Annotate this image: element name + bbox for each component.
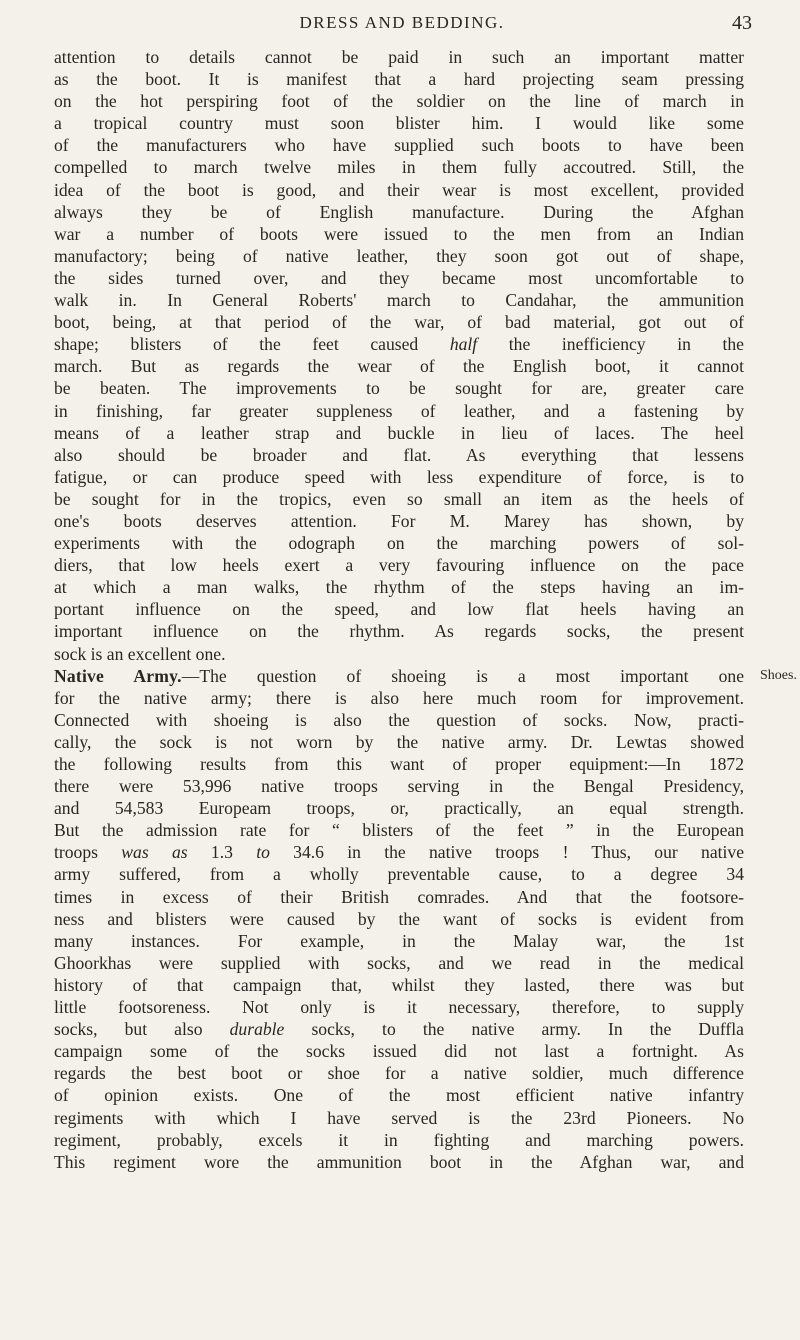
italic-phrase: half [449,334,478,355]
text-line: the sides turned over, and they became most uncomfortable to [54,267,744,288]
text-line: army suffered, from a wholly preventable cause, to a degree 34 [54,864,744,885]
text-line: diers, that low heels exert a very favouring influence on the pace [54,555,744,576]
text-line: be sought for in the tropics, even so small an item as the heels of [54,488,744,509]
text-line: This regiment wore the ammunition boot in the Afghan war, and [54,1151,744,1172]
text-line: portant influence on the speed, and low flat heels having an [54,599,744,620]
text-line: in finishing, far greater suppleness of leather, and a fastening by [54,400,744,421]
text-line: little footsoreness. Not only is it necessary, therefore, to supply [54,997,744,1018]
text-line: regiments with which I have served is the 23rd Pioneers. No [54,1107,744,1128]
margin-note-shoes: Shoes. [760,668,797,683]
text-line: means of a leather strap and buckle in lieu of laces. The heel [54,422,744,443]
text-line: regiment, probably, excels it in fighting and marching powers. [54,1129,744,1150]
text-line: cally, the sock is not worn by the native army. Dr. Lewtas showed [54,731,744,752]
body-text [54,46,744,1173]
text-line: sock is an excellent one. [54,643,226,664]
text-line: socks, but also durable socks, to the native army. In the Duffla [54,1019,744,1040]
section-heading: Native Army. [54,665,182,686]
text-line: Ghoorkhas were supplied with socks, and we read in the medical [54,952,744,973]
text-line: be beaten. The improvements to be sought for are, greater care [54,378,744,399]
text-line: a tropical country must soon blister him. I would like some [54,113,744,134]
text-line: walk in. In General Roberts' march to Candahar, the ammunition [54,290,744,311]
text-line: Connected with shoeing is also the question of socks. Now, practi- [54,709,744,730]
text-line: compelled to march twelve miles in them fully accoutred. Still, the [54,157,744,178]
text-line: important influence on the rhythm. As regards socks, the present [54,621,744,642]
text-line: for the native army; there is also here much room for improvement. [54,687,744,708]
page-number: 43 [732,12,752,34]
text-line: experiments with the odograph on the marching powers of sol- [54,533,744,554]
text-line: and 54,583 Europeam troops, or, practically, an equal strength. [54,798,744,819]
text-line: of the manufacturers who have supplied such boots to have been [54,135,744,156]
text-line: But the admission rate for “ blisters of the feet ” in the European [54,820,744,841]
text-line: history of that campaign that, whilst they lasted, there was but [54,974,744,995]
running-head [52,11,752,35]
text-line: also should be broader and flat. As everything that lessens [54,444,744,465]
italic-phrase: to [256,842,270,863]
text-line: ness and blisters were caused by the want of socks is evident from [54,908,744,929]
text-line: attention to details cannot be paid in such an important matter [54,47,744,67]
text-line: campaign some of the socks issued did not last a fortnight. As [54,1041,744,1062]
text-line: on the hot perspiring foot of the soldier on the line of march in [54,91,744,112]
text-line: many instances. For example, in the Malay war, the 1st [54,930,744,951]
text-line: boot, being, at that period of the war, of bad material, got out of [54,312,744,333]
chapter-title: DRESS AND BEDDING. [299,13,505,32]
text-line: as the boot. It is manifest that a hard projecting seam pressing [54,69,744,90]
text-line: idea of the boot is good, and their wear is most excellent, provided [54,179,744,200]
text-line: always they be of English manufacture. During the Afghan [54,201,744,222]
text-line: one's boots deserves attention. For M. Marey has shown, by [54,510,744,531]
text-line: times in excess of their British comrades. And that the footsore- [54,886,744,907]
text-line: regards the best boot or shoe for a native soldier, much difference [54,1063,744,1084]
text-line: fatigue, or can produce speed with less expenditure of force, is to [54,466,744,487]
text-line: at which a man walks, the rhythm of the steps having an im- [54,577,744,598]
text-line: shape; blisters of the feet caused half the inefficiency in the [54,334,744,355]
text-line: of opinion exists. One of the most efficient native infantry [54,1085,744,1106]
text-line: Native Army.—The question of shoeing is a most important one [54,665,745,686]
text-line: troops was as 1.3 to 34.6 in the native troops ! Thus, our native [54,842,745,863]
text-line: the following results from this want of proper equipment:—In 1872 [54,754,744,774]
text-line: there were 53,996 native troops serving in the Bengal Presidency, [54,776,744,797]
text-line: war a number of boots were issued to the men from an Indian [54,223,744,244]
text-line: manufactory; being of native leather, they soon got out of shape, [54,245,744,266]
italic-phrase: durable [229,1019,285,1040]
text-line: march. But as regards the wear of the English boot, it cannot [54,356,744,377]
italic-phrase: was as [121,842,188,863]
